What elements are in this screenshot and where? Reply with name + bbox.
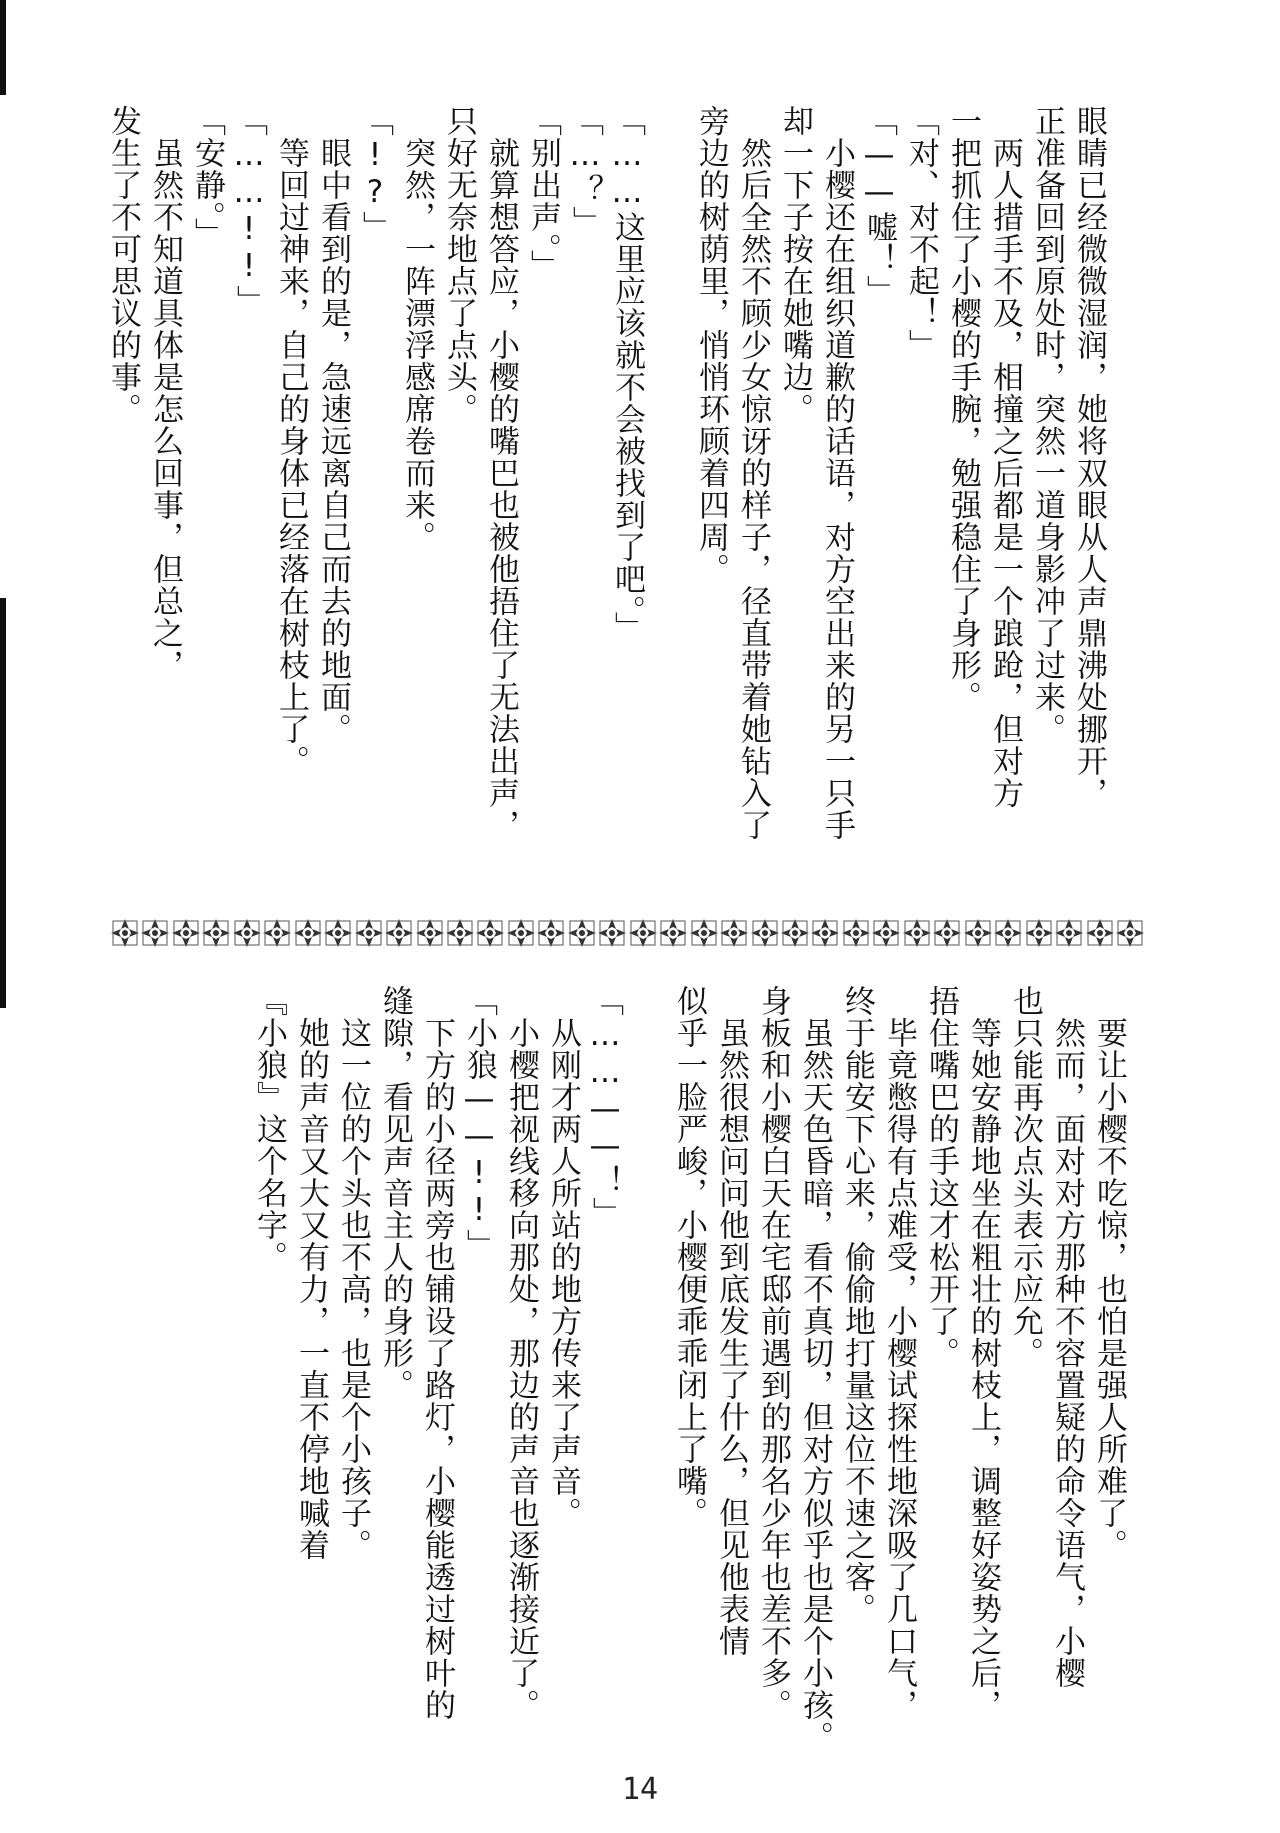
text-column: 「……——！」 (587, 985, 623, 1229)
ornament-icon (628, 918, 658, 948)
ornament-icon (1085, 918, 1115, 948)
text-column: 正准备回到原处时，突然一道身影冲了过来。 (1029, 105, 1065, 745)
ornament-icon (445, 918, 475, 948)
text-column: 毕竟憋得有点难受，小樱试探性地深吸了几口气， (881, 985, 917, 1721)
text-column: 「……这里应该就不会被找到了吧。」 (609, 105, 645, 644)
text-column: 小樱把视线移向那处，那边的声音也逐渐接近了。 (503, 985, 539, 1721)
ornament-icon (384, 918, 414, 948)
text-column: 「对、对不起！」 (903, 105, 939, 361)
text-column: 身板和小樱白天在宅邸前遇到的那名少年也差不多。 (755, 985, 791, 1721)
ornament-icon (1024, 918, 1054, 948)
text-column: 似乎一脸严峻，小樱便乖乖闭上了嘴。 (671, 985, 707, 1529)
text-column: 「别出声。」 (525, 105, 561, 282)
page-number: 14 (621, 1772, 659, 1807)
ornament-icon (323, 918, 353, 948)
ornament-icon (567, 918, 597, 948)
ornament-icon (201, 918, 231, 948)
text-column: 两人措手不及，相撞之后都是一个踉跄，但对方 (987, 105, 1023, 809)
ornament-icon (140, 918, 170, 948)
ornament-icon (506, 918, 536, 948)
text-column: 「…？」 (567, 105, 603, 238)
ornament-icon (536, 918, 566, 948)
ornament-icon (171, 918, 201, 948)
text-column: 『小狼』这个名字。 (251, 985, 287, 1273)
text-column: 也只能再次点头表示应允。 (1007, 985, 1043, 1369)
ornament-icon (475, 918, 505, 948)
ornament-icon (902, 918, 932, 948)
ornament-icon (719, 918, 749, 948)
ornament-icon (262, 918, 292, 948)
ornament-divider (110, 905, 1145, 961)
text-column: 虽然天色昏暗，看不真切，但对方似乎也是个小孩。 (797, 985, 833, 1753)
text-column: 捂住嘴巴的手这才松开了。 (923, 985, 959, 1369)
text-column: 她的声音又大又有力，一直不停地喊着 (293, 985, 329, 1561)
ornament-icon (110, 918, 140, 948)
text-column: 「安静。」 (189, 105, 225, 250)
text-column: 下方的小径两旁也铺设了路灯，小樱能透过树叶的 (419, 985, 455, 1721)
ornament-icon (232, 918, 262, 948)
text-column: 然而，面对对方那种不容置疑的命令语气，小樱 (1049, 985, 1085, 1689)
text-column: 旁边的树荫里，悄悄环顾着四周。 (693, 105, 729, 585)
text-column (626, 985, 668, 1695)
text-column: 「!?」 (357, 105, 393, 243)
ornament-icon (1054, 918, 1084, 948)
text-column: 「小狼——!!」 (461, 985, 497, 1261)
text-column: 就算想答应，小樱的嘴巴也被他捂住了无法出声， (483, 105, 519, 841)
text-column: 终于能安下心来，偷偷地打量这位不速之客。 (839, 985, 875, 1625)
ornament-icon (354, 918, 384, 948)
text-column: 虽然很想问问他到底发生了什么，但见他表情 (713, 985, 749, 1657)
ornament-icon (810, 918, 840, 948)
text-column: 缝隙，看见声音主人的身形。 (377, 985, 413, 1401)
text-column: 发生了不可思议的事。 (105, 105, 141, 425)
ornament-icon (871, 918, 901, 948)
ornament-icon (415, 918, 445, 948)
scan-edge-mark-top (0, 0, 6, 95)
text-column: 只好无奈地点了点头。 (441, 105, 477, 425)
text-column (648, 105, 690, 795)
ornament-icon (780, 918, 810, 948)
ornament-icon (689, 918, 719, 948)
ornament-icon (1115, 918, 1145, 948)
text-column: 却一下子按在她嘴边。 (777, 105, 813, 425)
ornament-icon (963, 918, 993, 948)
text-column: 小樱还在组织道歉的话语，对方空出来的另一只手 (819, 105, 855, 841)
text-column: 等回过神来，自己的身体已经落在树枝上了。 (273, 105, 309, 777)
text-column: 「——嘘！」 (861, 105, 897, 307)
text-column: 眼中看到的是，急速远离自己而去的地面。 (315, 105, 351, 745)
lower-text-block (248, 985, 1130, 1753)
ornament-icon (658, 918, 688, 948)
text-column: 要让小樱不吃惊，也怕是强人所难了。 (1091, 985, 1127, 1561)
ornament-icon (841, 918, 871, 948)
text-column: 「……!!」 (231, 105, 267, 317)
text-column: 然后全然不顾少女惊讶的样子，径直带着她钻入了 (735, 105, 771, 841)
text-column: 一把抓住了小樱的手腕，勉强稳住了身形。 (945, 105, 981, 713)
ornament-icon (932, 918, 962, 948)
text-column: 眼睛已经微微湿润，她将双眼从人声鼎沸处挪开， (1071, 105, 1107, 809)
text-column: 虽然不知道具体是怎么回事，但总之， (147, 105, 183, 681)
upper-text-block (102, 105, 1110, 841)
scan-edge-mark-bottom (0, 598, 6, 1008)
ornament-icon (993, 918, 1023, 948)
ornament-icon (750, 918, 780, 948)
text-column: 从刚才两人所站的地方传来了声音。 (545, 985, 581, 1529)
text-column: 这一位的个头也不高，也是个小孩子。 (335, 985, 371, 1561)
ornament-icon (597, 918, 627, 948)
text-column: 等她安静地坐在粗壮的树枝上，调整好姿势之后， (965, 985, 1001, 1721)
text-column: 突然，一阵漂浮感席卷而来。 (399, 105, 435, 553)
ornament-icon (293, 918, 323, 948)
